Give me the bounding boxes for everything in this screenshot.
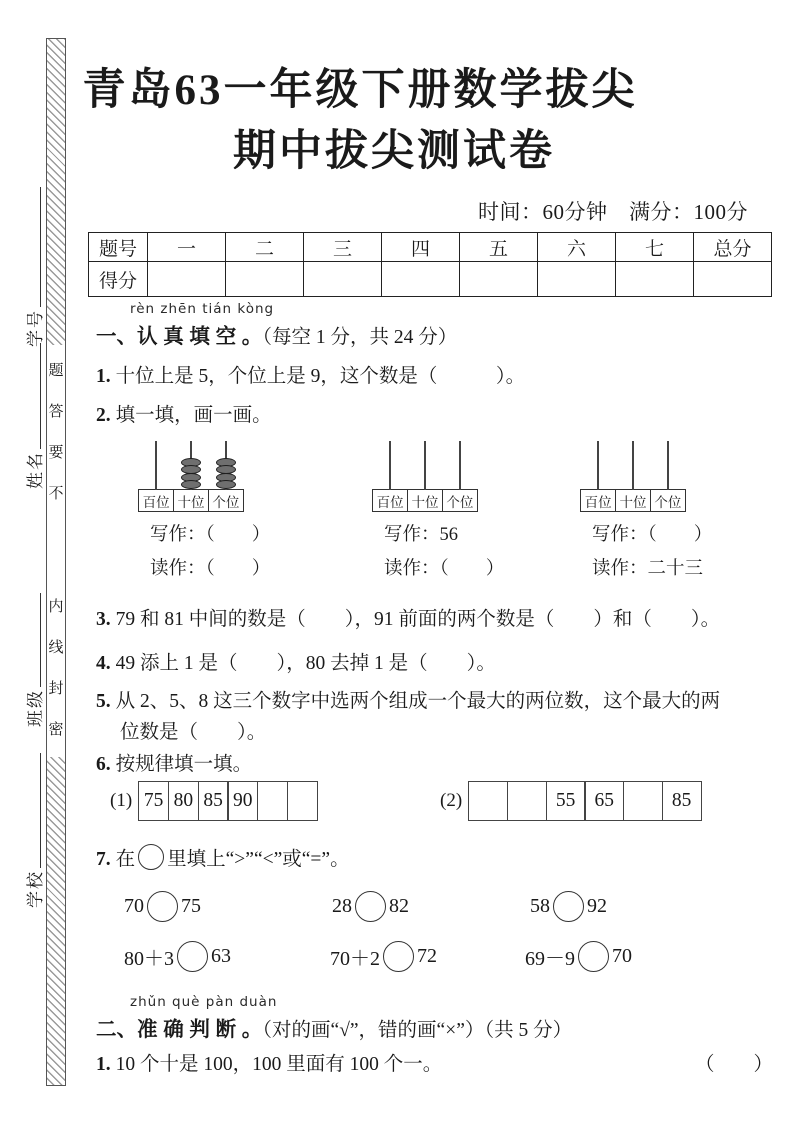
score-empty-cell [538,262,616,297]
question-4 [96,647,496,675]
question-number: 6. [96,754,111,775]
read-as-label: 读作： [384,559,440,579]
abacus-rods [372,441,478,489]
write-as-label: 写作： [592,525,648,545]
write-as-line [580,524,713,546]
sequence-cell-blank [468,781,508,821]
abacus-rod-hundreds [580,441,615,489]
question-text: 位数是（ ）。 [120,722,267,743]
seal-vertical-text [48,345,63,757]
question-7 [96,843,350,871]
score-header-cell: 七 [616,233,694,262]
sequence-cell-blank [623,781,663,821]
score-empty-cell [382,262,460,297]
abacus-rod-tens [173,441,208,489]
question-text: 从 2、5、8 这三个数字中选两个组成一个最大的两位数，这个最大的两 [115,691,721,712]
abacus-rod-ones [442,441,477,489]
sequence-cell: 80 [168,781,199,821]
place-value-box [138,489,244,512]
place-value-cell: 百位 [138,489,174,512]
comparison-right: 92 [587,895,607,917]
section1-note: （每空 1 分，共 24 分） [262,327,458,348]
abacus-bead [181,480,201,489]
comparison-item [124,891,201,922]
score-header-cell: 六 [538,233,616,262]
abacus-rod-hundreds [372,441,407,489]
rod-line [459,441,461,490]
school-label: 学校 [26,870,45,908]
score-header-cell: 四 [382,233,460,262]
question-text: 填一填，画一画。 [115,405,272,426]
abacus-rod-ones [208,441,243,489]
seal-char: 要 [48,445,64,461]
abacus-bead [216,480,236,489]
section1-pinyin: rèn zhēn tián kòng [130,301,275,317]
bead-stack [216,459,236,489]
comparison-right: 82 [389,895,409,917]
score-row-label: 得分 [89,262,148,297]
write-as-label: 写作： [384,525,440,545]
sequence-cell: 90 [227,781,258,821]
question-5-line1 [96,685,720,713]
place-value-cell: 十位 [615,489,651,512]
score-empty-cell [226,262,304,297]
seal-char: 密 [48,722,64,738]
section2-header [96,1012,572,1042]
write-as-value: 56 [439,525,459,545]
place-value-cell: 个位 [650,489,686,512]
score-header-cell: 二 [226,233,304,262]
score-empty-cell [460,262,538,297]
place-value-cell: 百位 [372,489,408,512]
place-value-box [580,489,686,512]
read-as-line [580,558,704,580]
section2-pinyin: zhǔn què pàn duàn [130,994,278,1010]
comparison-item [330,941,437,972]
read-as-line [138,558,271,580]
comparison-left: 80＋3 [124,948,174,970]
abacus-rod-tens [407,441,442,489]
question-number: 5. [96,691,111,712]
abacus-rods [580,441,686,489]
comparison-right: 70 [612,945,632,967]
comparison-item [525,941,632,972]
read-as-value: 二十三 [647,559,704,579]
question-6 [96,748,252,776]
score-table-score-row [89,262,772,297]
question-2 [96,399,272,427]
question-number: 2. [96,405,111,426]
circle-blank-icon [138,844,164,870]
rod-line [424,441,426,490]
score-empty-cell [694,262,772,297]
abacus-group-3 [580,441,713,580]
seal-char: 内 [48,599,64,615]
judge-answer-blank: （ ） [695,1054,774,1075]
comparison-left: 70＋2 [330,948,380,970]
write-as-blank: （ ） [647,525,713,545]
rod-line [632,441,634,490]
read-as-label: 读作： [592,559,648,579]
question-text: 10 个十是 100，100 里面有 100 个一。 [115,1054,443,1075]
write-as-blank: （ ） [205,525,271,545]
seal-char: 题 [48,363,64,379]
circle-blank [553,891,584,922]
question-text: 按规律填一填。 [115,754,253,775]
sequence-cell: 85 [662,781,702,821]
comparison-left: 58 [530,895,550,917]
score-header-cell: 一 [148,233,226,262]
sequence-cell-blank [257,781,288,821]
student-name-label: 姓名 [26,451,45,489]
read-as-blank: （ ） [205,559,271,579]
comparison-item [332,891,409,922]
comparison-item [530,891,607,922]
read-as-blank: （ ） [439,559,505,579]
student-number-line [40,187,41,307]
seal-char: 答 [48,404,64,420]
place-value-cell: 十位 [173,489,209,512]
sequence-cell-blank [507,781,547,821]
class-blank [18,593,44,727]
sequence-cell: 55 [546,781,586,821]
comparison-left: 28 [332,895,352,917]
seal-hatch-bottom [47,757,65,1085]
circle-blank [177,941,208,972]
score-header-cell: 三 [304,233,382,262]
section2-question-1 [96,1048,442,1076]
title-line-1: 青岛63一年级下册数学拔尖 [82,67,638,114]
sequence-row-label: (1) [110,790,133,811]
write-as-line [372,524,478,546]
sequence-row-label: (2) [440,790,463,811]
question-text: 在 [115,849,136,870]
score-table-header-row [89,233,772,262]
read-as-line [372,558,505,580]
question-3 [96,603,720,631]
score-empty-cell [148,262,226,297]
sequence-cell-blank [287,781,318,821]
student-number-label: 学号 [26,309,45,347]
question-text: 里填上“>”“<”或“=”。 [167,849,350,870]
place-value-cell: 十位 [407,489,443,512]
circle-blank [578,941,609,972]
exam-meta: 时间：60分钟 满分：100分 [478,200,748,224]
abacus-rods [138,441,244,489]
sequence-cell: 65 [584,781,624,821]
circle-blank [383,941,414,972]
write-as-line [138,524,271,546]
question-number: 3. [96,609,111,630]
sequence-row-2 [440,781,702,821]
question-number: 1. [96,1054,111,1075]
question-text: 49 添上 1 是（ ），80 去掉 1 是（ ）。 [115,653,496,674]
question-1 [96,360,525,388]
section1-header [96,319,457,349]
score-empty-cell [616,262,694,297]
question-text: 十位上是 5，个位上是 9，这个数是（ ）。 [115,366,526,387]
school-line [40,753,41,868]
comparison-left: 70 [124,895,144,917]
question-number: 1. [96,366,111,387]
comparison-right: 72 [417,945,437,967]
question-number: 4. [96,653,111,674]
score-header-cell: 五 [460,233,538,262]
class-label: 班级 [26,689,45,727]
seal-char: 封 [48,681,64,697]
student-name-line [40,343,41,449]
rod-line [155,441,157,490]
sequence-box [468,781,702,821]
place-value-cell: 个位 [208,489,244,512]
abacus-group-1 [138,441,271,580]
score-table [88,232,772,297]
seal-char: 不 [48,486,64,502]
seal-char: 线 [48,640,64,656]
school-blank [18,753,44,908]
student-number-blank [18,187,44,347]
sequence-row-1 [110,781,318,821]
write-as-label: 写作： [150,525,206,545]
rod-line [667,441,669,490]
seal-strip [46,38,66,1086]
place-value-cell: 个位 [442,489,478,512]
page-title [70,60,650,182]
bead-stack [181,459,201,489]
comparison-right: 75 [181,895,201,917]
sequence-box [138,781,318,821]
place-value-box [372,489,478,512]
abacus-rod-tens [615,441,650,489]
comparison-item [124,941,231,972]
section1-title: 一、认 真 填 空 。 [96,325,263,348]
comparison-left: 69－9 [525,948,575,970]
abacus-rod-hundreds [138,441,173,489]
rod-line [597,441,599,490]
section2-note: （对的画“√”，错的画“×”）（共 5 分） [262,1020,573,1041]
abacus-rod-ones [650,441,685,489]
comparison-right: 63 [211,945,231,967]
abacus-group-2 [372,441,505,580]
sequence-cell: 75 [138,781,169,821]
section2-title: 二、准 确 判 断 。 [96,1018,263,1041]
question-text: 79 和 81 中间的数是（ ），91 前面的两个数是（ ）和（ ）。 [115,609,721,630]
student-name-blank [18,343,44,489]
score-header-cell: 题号 [89,233,148,262]
class-line [40,593,41,687]
question-5-line2 [120,716,266,744]
score-empty-cell [304,262,382,297]
title-line-2: 期中拔尖测试卷 [233,128,555,176]
score-header-cell: 总分 [694,233,772,262]
circle-blank [147,891,178,922]
place-value-cell: 百位 [580,489,616,512]
circle-blank [355,891,386,922]
read-as-label: 读作： [150,559,206,579]
question-number: 7. [96,849,111,870]
sequence-cell: 85 [198,781,229,821]
seal-hatch-top [47,39,65,345]
rod-line [389,441,391,490]
